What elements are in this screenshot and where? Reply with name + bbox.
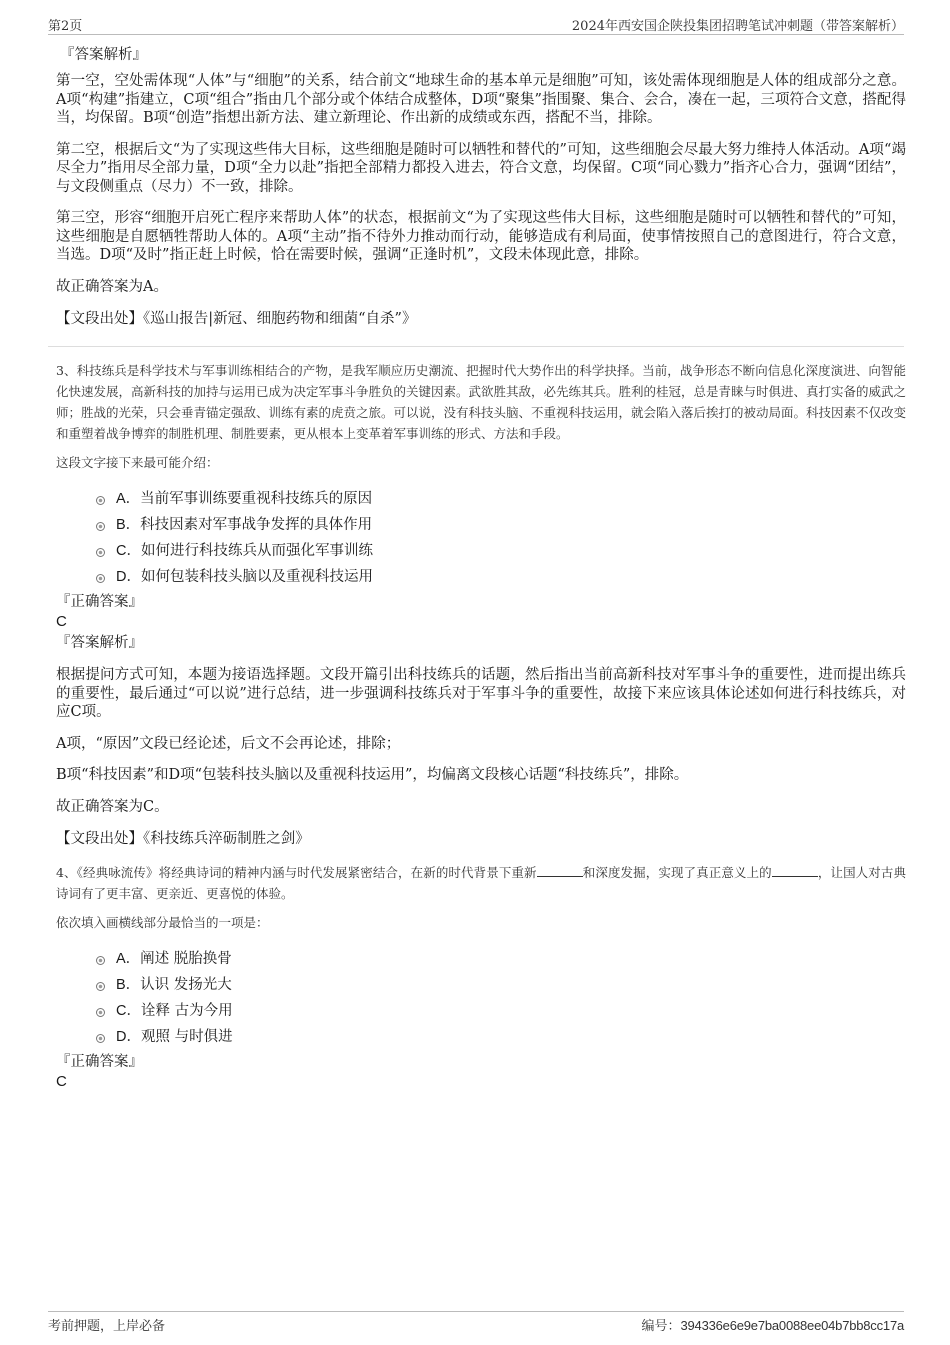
page-header (48, 14, 904, 35)
analysis-paragraph: 根据提问方式可知，本题为接语选择题。文段开篇引出科技练兵的话题，然后指出当前高新科技对军事斗争的重要性，进而提出练兵的重要性，最后通过“可以说”进行总结，进一步强调科技练兵对于军事斗争的重要性，故接下来应该具体论述如何进行科技练兵，对应C项。 (56, 667, 906, 720)
radio-icon[interactable] (96, 496, 105, 505)
radio-icon[interactable] (96, 522, 105, 531)
correct-answer-heading: 『正确答案』 (56, 1054, 143, 1070)
analysis-paragraph: 第二空，根据后文“为了实现这些伟大目标，这些细胞是随时可以牺牲和替代的”可知，这些细胞会尽最大努力维持人体活动。A项“竭尽全力”指用尽全部力量，D项“全力以赴”指把全部精力都投入进去，符合文意，均保留。C项“同心戮力”指齐心合力，强调“团结”，与文段侧重点（尽力）不一致，排除。 (56, 141, 906, 195)
analysis-conclusion: 故正确答案为A。 (56, 278, 168, 295)
source-citation: 【文段出处】《科技练兵淬砺制胜之剑》 (56, 831, 310, 847)
question-3-text: 3、科技练兵是科学技术与军事训练相结合的产物，是我军顺应历史潮流、把握时代大势作出的科学抉择。当前，战争形态不断向信息化深度演进、向智能化快速发展，高新科技的加持与运用已成为决定军事斗争胜负的关键因素。武欲胜其敌，必先练其兵。胜利的桂冠，总是青睐与时俱进、真打实备的威武之师；胜战的光荣，只会垂青锚定强敌、训练有素的虎贲之旅。可以说，没有科技头脑、不重视科技运用，就会陷入落后挨打的被动局面。科技因素不仅改变和重塑着战争博弈的制胜机理、制胜要素，更从根本上变革着军事训练的形式、方法和手段。 (56, 363, 907, 441)
analysis-heading: 『答案解析』 (60, 47, 147, 63)
analysis-paragraph: 第一空，空处需体现“人体”与“细胞”的关系，结合前文“地球生命的基本单元是细胞”可知，该处需体现细胞是人体的组成部分之意。A项“构建”指建立，C项“组合”指由几个部分或个体结合成整体，D项“聚集”指围聚、集合、会合，凑在一起，三项符合文意，搭配得当，均保留。B项“创造”指想出新方法、建立新理论、作出新的成绩或东西，搭配不当，排除。 (56, 73, 906, 126)
option-d[interactable]: D．观照 与时俱进 (56, 1024, 906, 1050)
blank-line (537, 864, 583, 877)
correct-answer: C (56, 613, 67, 630)
footer-note: 考前押题，上岸必备 (48, 1319, 166, 1334)
question-3-prompt: 这段文字接下来最可能介绍： (56, 455, 219, 470)
document-title: 2024年西安国企陕投集团招聘笔试冲刺题（带答案解析） (571, 19, 904, 34)
analysis-heading: 『答案解析』 (56, 635, 143, 651)
section-divider (48, 346, 904, 347)
radio-icon[interactable] (96, 548, 105, 557)
option-b[interactable]: B．认识 发扬光大 (56, 972, 906, 998)
question-4-prompt: 依次填入画横线部分最恰当的一项是： (56, 915, 269, 930)
correct-answer: C (56, 1073, 67, 1090)
blank-line (772, 864, 818, 877)
radio-icon[interactable] (96, 1008, 105, 1017)
analysis-paragraph: A项，“原因”文段已经论述，后文不会再论述，排除； (56, 735, 401, 752)
document-code: 编号：394336e6e9e7ba0088ee04b7bb8cc17a (641, 1318, 904, 1334)
question-4-text: 4、《经典咏流传》将经典诗词的精神内涵与时代发展紧密结合，在新的时代背景下重新 和深度发掘，实现了真正意义上的 ，让国人对古典诗词有了更丰富、更亲近、更喜悦的体验。 (56, 865, 906, 901)
analysis-paragraph: B项“科技因素”和D项“包装科技头脑以及重视科技运用”，均偏离文段核心话题“科技练兵”，排除。 (56, 767, 689, 783)
option-a[interactable]: A．阐述 脱胎换骨 (56, 946, 906, 972)
page-content (56, 44, 906, 1092)
question-3-options (56, 486, 906, 590)
option-d[interactable]: D．如何包装科技头脑以及重视科技运用 (56, 564, 906, 590)
option-a[interactable]: A．当前军事训练要重视科技练兵的原因 (56, 486, 906, 512)
option-c[interactable]: C．诠释 古为今用 (56, 998, 906, 1024)
correct-answer-heading: 『正确答案』 (56, 594, 143, 610)
option-c[interactable]: C．如何进行科技练兵从而强化军事训练 (56, 538, 906, 564)
page-footer (48, 1311, 904, 1336)
radio-icon[interactable] (96, 956, 105, 965)
analysis-conclusion: 故正确答案为C。 (56, 798, 169, 815)
radio-icon[interactable] (96, 574, 105, 583)
analysis-paragraph: 第三空，形容“细胞开启死亡程序来帮助人体”的状态，根据前文“为了实现这些伟大目标，这些细胞是随时可以牺牲和替代的”可知，这些细胞是自愿牺牲帮助人体的。A项“主动”指不待外力推动而行动，能够造成有利局面，使事情按照自己的意图进行，符合文意，当选。D项“及时”指正赶上时候，恰在需要时候，强调“正逢时机”，文段未体现此意，排除。 (56, 210, 906, 263)
radio-icon[interactable] (96, 1034, 105, 1043)
option-b[interactable]: B．科技因素对军事战争发挥的具体作用 (56, 512, 906, 538)
question-4-options (56, 946, 906, 1050)
source-citation: 【文段出处】《巡山报告|新冠、细胞药物和细菌“自杀”》 (56, 311, 417, 327)
page-number: 第2页 (48, 19, 83, 34)
radio-icon[interactable] (96, 982, 105, 991)
